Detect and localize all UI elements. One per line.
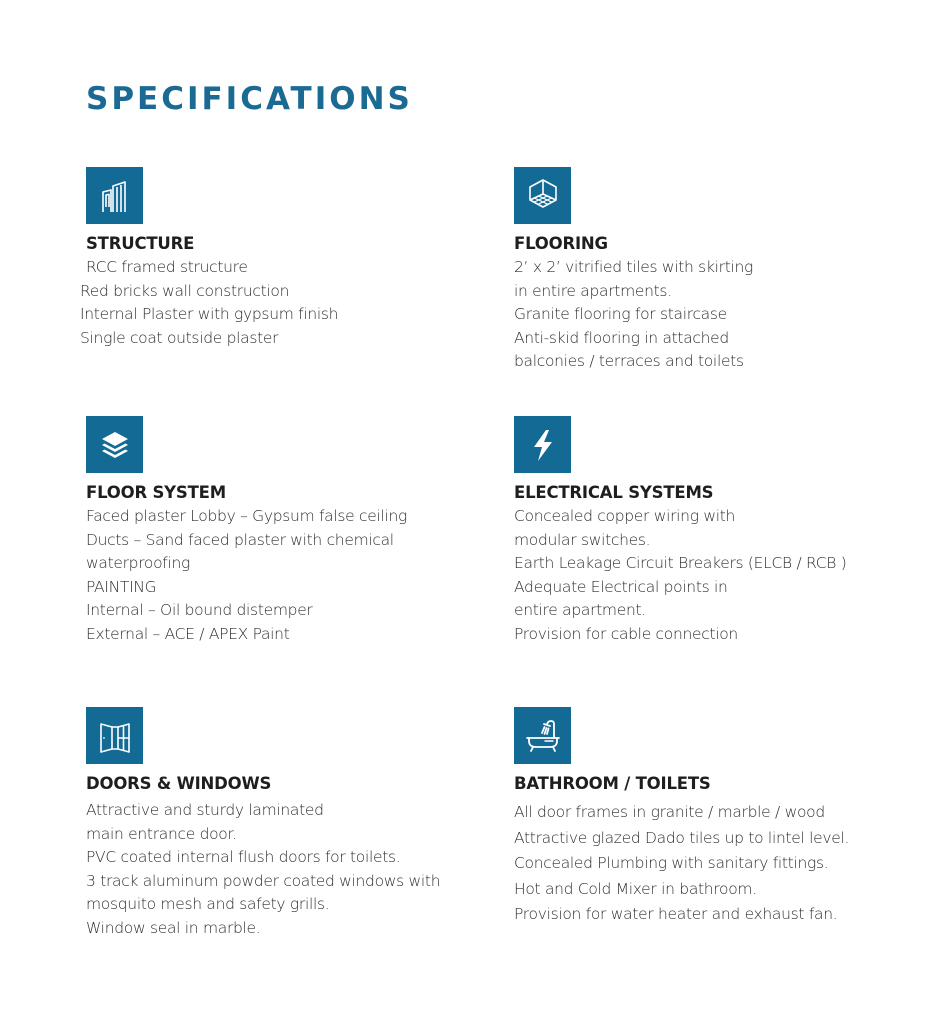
section-heading: DOORS & WINDOWS [86,774,272,793]
spec-line: Concealed copper wiring with [514,507,736,525]
layers-icon [86,416,143,473]
spec-line: 2’ x 2’ vitrified tiles with skirting [514,258,754,276]
section-structure [80,167,339,350]
spec-line: in entire apartments. [514,281,672,300]
spec-line: PAINTING [86,577,157,596]
spec-line: entire apartment. [514,601,646,619]
spec-line: Window seal in marble. [86,918,261,937]
spec-line: All door frames in granite / marble / wood [514,803,825,821]
page-title: SPECIFICATIONS [86,81,413,117]
section-flooring [514,167,753,374]
spec-line: Attractive glazed Dado tiles up to lintel level. [514,828,850,847]
spec-line: Provision for cable connection [514,624,738,643]
section-heading: BATHROOM / TOILETS [514,774,711,793]
section-lines [86,505,407,646]
spec-line: Concealed Plumbing with sanitary fittings. [514,854,829,872]
spec-line: External – ACE / APEX Paint [86,624,290,643]
section-lines [514,800,849,928]
floor-tiles-icon [514,167,571,224]
building-icon [86,167,143,224]
lightning-bolt-icon [514,416,571,473]
section-lines [514,505,847,646]
section-bathroom-toilets [514,707,849,928]
spec-line: Granite flooring for staircase [514,305,727,323]
spec-line: main entrance door. [86,824,237,843]
section-lines [514,256,753,374]
section-doors-windows [86,707,440,940]
section-heading: FLOORING [514,234,608,253]
section-floor-system [86,416,407,646]
spec-line: Attractive and sturdy laminated [86,801,324,819]
section-lines [80,256,339,350]
bathtub-shower-icon [514,707,571,764]
section-electrical-systems [514,416,847,646]
spec-line: Provision for water heater and exhaust fan. [514,905,838,923]
spec-line: Faced plaster Lobby – Gypsum false ceiling [86,507,407,525]
section-heading: STRUCTURE [86,234,195,253]
spec-line: waterproofing [86,554,190,572]
spec-line: mosquito mesh and safety grills. [86,895,330,913]
spec-line: balconies / terraces and toilets [514,352,744,370]
spec-line: Red bricks wall construction [80,281,290,300]
section-heading: ELECTRICAL SYSTEMS [514,483,714,502]
spec-line: Hot and Cold Mixer in bathroom. [514,879,757,898]
spec-line: Earth Leakage Circuit Breakers (ELCB / RCB ) [514,554,847,572]
spec-line: Anti-skid flooring in attached [514,328,729,347]
spec-line: RCC framed structure [86,258,248,276]
spec-line: PVC coated internal flush doors for toilets. [86,848,401,866]
spec-line: 3 track aluminum powder coated windows with [86,871,441,890]
door-window-icon [86,707,143,764]
spec-line: Adequate Electrical points in [514,577,728,596]
section-heading: FLOOR SYSTEM [86,483,226,502]
spec-line: modular switches. [514,530,651,549]
section-lines [86,799,440,940]
spec-line: Internal – Oil bound distemper [86,601,313,619]
spec-line: Internal Plaster with gypsum finish [80,305,339,323]
spec-line: Ducts – Sand faced plaster with chemical [86,530,394,549]
spec-line: Single coat outside plaster [80,328,279,347]
